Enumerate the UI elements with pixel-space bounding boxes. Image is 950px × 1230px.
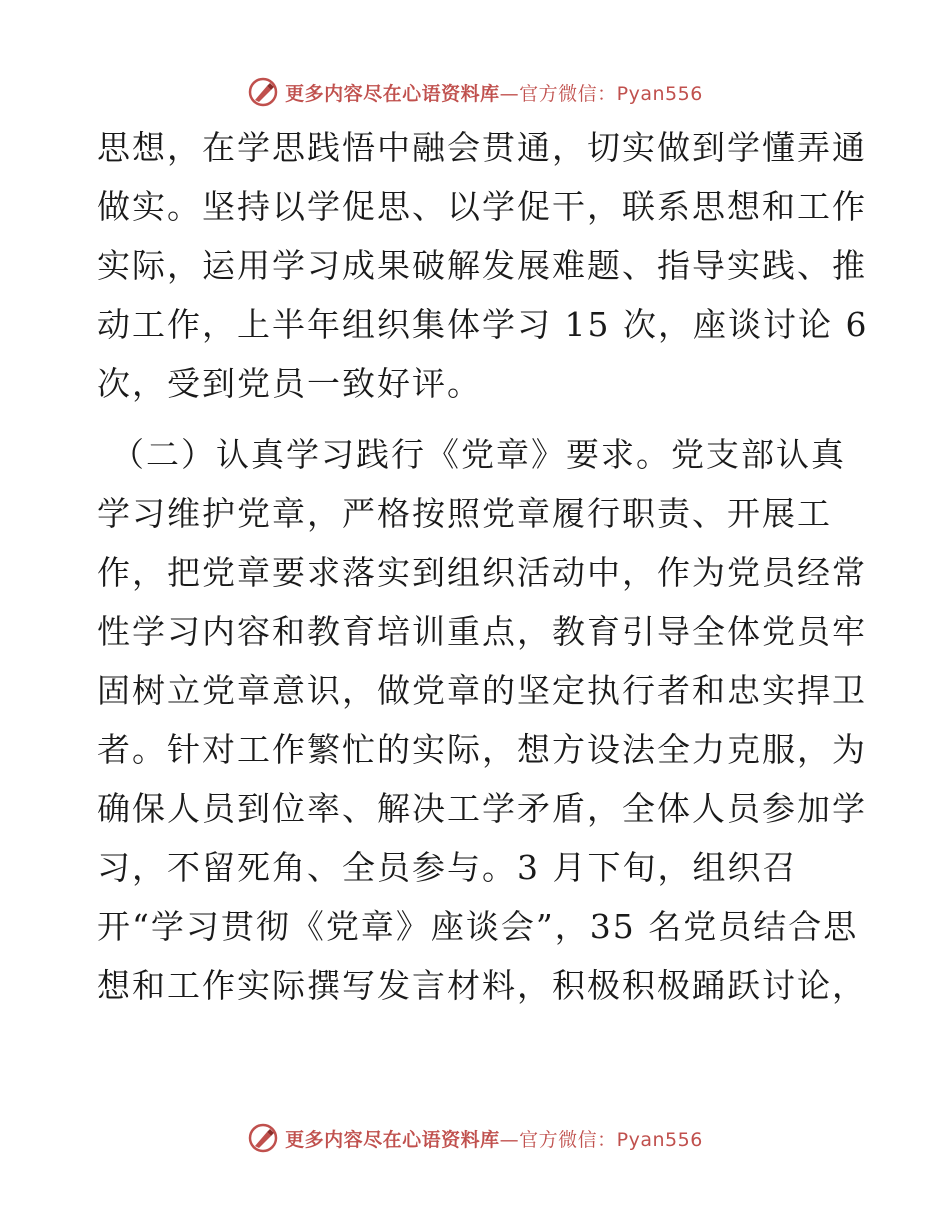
pen-nib-logo-icon <box>247 76 279 108</box>
paragraph-2 <box>97 425 867 1015</box>
banner-text <box>285 79 703 106</box>
text-line: 开“学习贯彻《党章》座谈会”，35 名党员结合思 <box>97 907 859 946</box>
paragraph-gap <box>97 413 862 425</box>
banner-right-text: —官方微信：Pyan556 <box>499 82 703 105</box>
banner-right-text: —官方微信：Pyan556 <box>499 1128 703 1151</box>
text-line: 者。针对工作繁忙的实际，想方设法全力克服，为 <box>97 730 867 769</box>
footer-banner <box>0 1118 950 1158</box>
banner-left-text: 更多内容尽在心语资料库 <box>285 1128 500 1151</box>
text-line: 动工作，上半年组织集体学习 15 次，座谈讨论 6 <box>97 305 869 344</box>
text-line: 确保人员到位率、解决工学矛盾，全体人员参加学 <box>97 789 867 828</box>
paragraph-1 <box>97 118 869 413</box>
text-line: 实际，运用学习成果破解发展难题、指导实践、推 <box>97 246 867 285</box>
section-heading-line: （二）认真学习践行《党章》要求。党支部认真 <box>111 435 846 474</box>
text-line: 做实。坚持以学促思、以学促干，联系思想和工作 <box>97 187 867 226</box>
text-line: 想和工作实际撰写发言材料，积极积极踊跃讨论， <box>97 966 867 1005</box>
pen-nib-logo-icon <box>247 1122 279 1154</box>
text-line: 思想，在学思践悟中融会贯通，切实做到学懂弄通 <box>97 128 867 167</box>
text-line: 次，受到党员一致好评。 <box>97 364 482 403</box>
text-line: 学习维护党章，严格按照党章履行职责、开展工 <box>97 494 832 533</box>
document-body <box>97 118 869 1015</box>
header-banner <box>0 72 950 112</box>
banner-text <box>285 1125 703 1152</box>
text-line: 性学习内容和教育培训重点，教育引导全体党员牢 <box>97 612 867 651</box>
text-line: 固树立党章意识，做党章的坚定执行者和忠实捍卫 <box>97 671 867 710</box>
text-line: 习，不留死角、全员参与。3 月下旬，组织召 <box>97 848 798 887</box>
banner-left-text: 更多内容尽在心语资料库 <box>285 82 500 105</box>
text-line: 作，把党章要求落实到组织活动中，作为党员经常 <box>97 553 867 592</box>
